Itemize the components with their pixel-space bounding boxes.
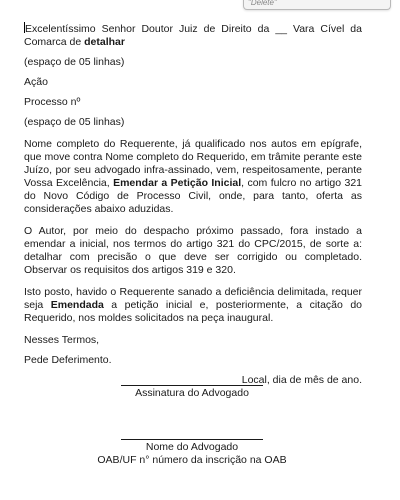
space-note-2: (espaço de 05 linhas) — [24, 116, 125, 128]
oab-registration: OAB/UF n° número da inscrição na OAB — [97, 454, 287, 466]
request-phrase: Pede Deferimento. — [24, 354, 112, 366]
tooltip-text: "Delete" — [248, 0, 277, 7]
paragraph-3-text-b: a petição inicial e, posteriormente, a citação do Requerido, nos moldes solicitados na peça inaugural. — [24, 299, 362, 324]
paragraph-1-bold: Emendar a Petição Inicial — [113, 177, 242, 189]
place-date: Local, dia de mês de ano. — [241, 374, 362, 386]
court-heading-placeholder: detalhar — [84, 36, 125, 48]
document-body — [24, 22, 362, 387]
paragraph-1-text-b: , com fulcro no artigo 321 do Novo Código de Processo Civil, onde, para tanto, oferta as considerações abaixo aduzidas. — [24, 177, 363, 215]
paragraph-2: O Autor, por meio do despacho próximo passado, fora instado a emendar a inicial, nos termos do artigo 321 do CPC/2015, de sorte a: detalhar com precisão o que deve ser corrigido ou completado. Observar os requisitos dos artigos 319 e 320. — [24, 225, 362, 276]
court-heading-text: Excelentíssimo Senhor Doutor Juiz de Direito da __ Vara Cível da Comarca de — [24, 23, 362, 48]
paragraph-1 — [24, 138, 362, 216]
name-line — [121, 439, 263, 440]
process-label: Processo nº — [24, 96, 81, 108]
action-label: Ação — [24, 76, 48, 88]
delete-tooltip — [243, 0, 391, 10]
closing-phrase: Nesses Termos, — [24, 334, 100, 346]
space-note-1: (espaço de 05 linhas) — [24, 56, 125, 68]
paragraph-3-text-a: Isto posto, havido o Requerente sanado a deficiência delimitada, requer seja — [24, 286, 362, 311]
signature-line — [121, 385, 263, 386]
signature-label: Assinatura do Advogado — [135, 387, 249, 399]
paragraph-3 — [24, 286, 362, 325]
paragraph-1-text-a: Nome completo do Requerente, já qualificado nos autos em epígrafe, que move contra Nome completo do Requerido, em trâmite perante este Juízo, por seu advogado infra-assinado, vem, respeitosamente, perante Vossa Excelência, — [24, 138, 362, 189]
court-heading — [24, 22, 362, 49]
lawyer-name: Nome do Advogado — [145, 441, 239, 453]
paragraph-3-bold: Emendada — [50, 299, 104, 311]
